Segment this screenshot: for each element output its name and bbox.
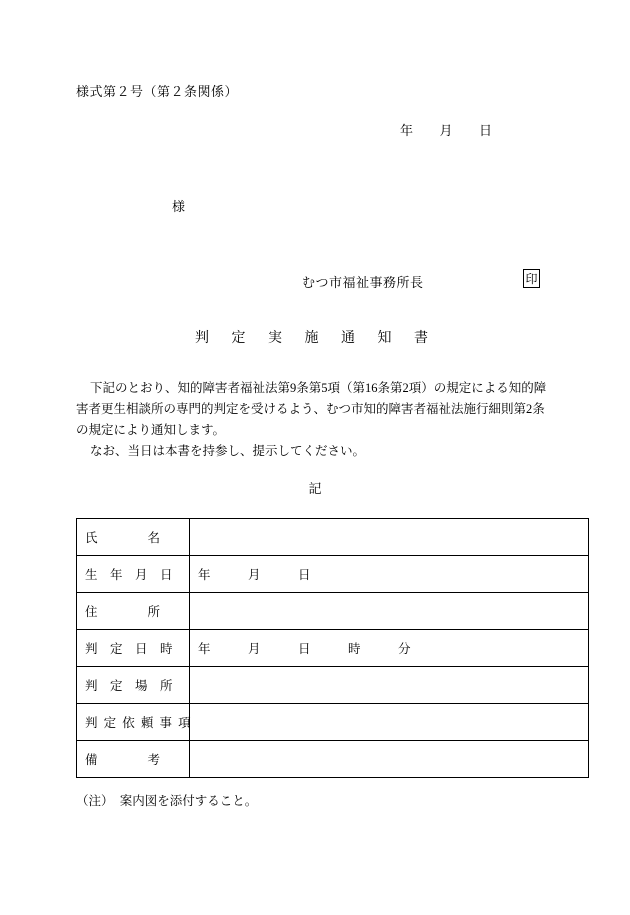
row-value-request-items[interactable]: [190, 704, 589, 741]
row-label-birthdate: 生 年 月 日: [77, 556, 190, 593]
ki-label: 記: [308, 481, 322, 496]
row-value-name[interactable]: [190, 519, 589, 556]
body-paragraph-2: なお、当日は本書を持参し、提示してください。: [90, 444, 366, 458]
date-year: 年: [400, 123, 414, 138]
issuer-name: むつ市福祉事務所長: [302, 275, 424, 290]
title-char-3: 施: [304, 331, 319, 346]
row-value-assessment-place[interactable]: [190, 667, 589, 704]
row-value-birthdate[interactable]: 年 月 日: [190, 556, 589, 593]
addressee-suffix: 様: [172, 199, 186, 214]
body-paragraph-1: 下記のとおり、知的障害者福祉法第9条第5項（第16条第2項）の規定による知的障害者更生相談所の専門的判定を受けるよう、むつ市知的障害者福祉法施行細則第2条の規定により通知します。: [76, 381, 547, 437]
row-label-name: 氏 名: [77, 519, 190, 556]
table-row: [77, 667, 589, 704]
title-char-2: 実: [268, 331, 283, 346]
date-month: 月: [439, 123, 454, 138]
form-number: 様式第２号（第２条関係）: [76, 84, 239, 99]
date-day: 日: [479, 123, 493, 138]
row-label-assessment-datetime: 判 定 日 時: [77, 630, 190, 667]
row-label-assessment-place: 判 定 場 所: [77, 667, 190, 704]
date-line: [400, 120, 493, 139]
table-row: [77, 741, 589, 778]
title-char-1: 定: [231, 331, 246, 346]
table-row: [77, 593, 589, 630]
table-row: [77, 556, 589, 593]
title-char-5: 知: [377, 331, 392, 346]
table-row: [77, 630, 589, 667]
row-value-assessment-datetime[interactable]: 年 月 日 時 分: [190, 630, 589, 667]
title-char-4: 通: [341, 331, 356, 346]
title-char-0: 判: [195, 331, 210, 346]
table-row: [77, 704, 589, 741]
seal-icon: 印: [523, 269, 540, 288]
row-label-address: 住 所: [77, 593, 190, 630]
row-value-address[interactable]: [190, 593, 589, 630]
footnote: （注） 案内図を添付すること。: [76, 794, 258, 808]
row-value-remarks[interactable]: [190, 741, 589, 778]
page-title: [195, 327, 429, 347]
body-text: [76, 378, 556, 462]
row-label-request-items: 判 定 依 頼 事 項: [77, 704, 190, 741]
info-table: [76, 518, 589, 778]
title-char-6: 書: [414, 331, 429, 346]
row-label-remarks: 備 考: [77, 741, 190, 778]
table-row: [77, 519, 589, 556]
